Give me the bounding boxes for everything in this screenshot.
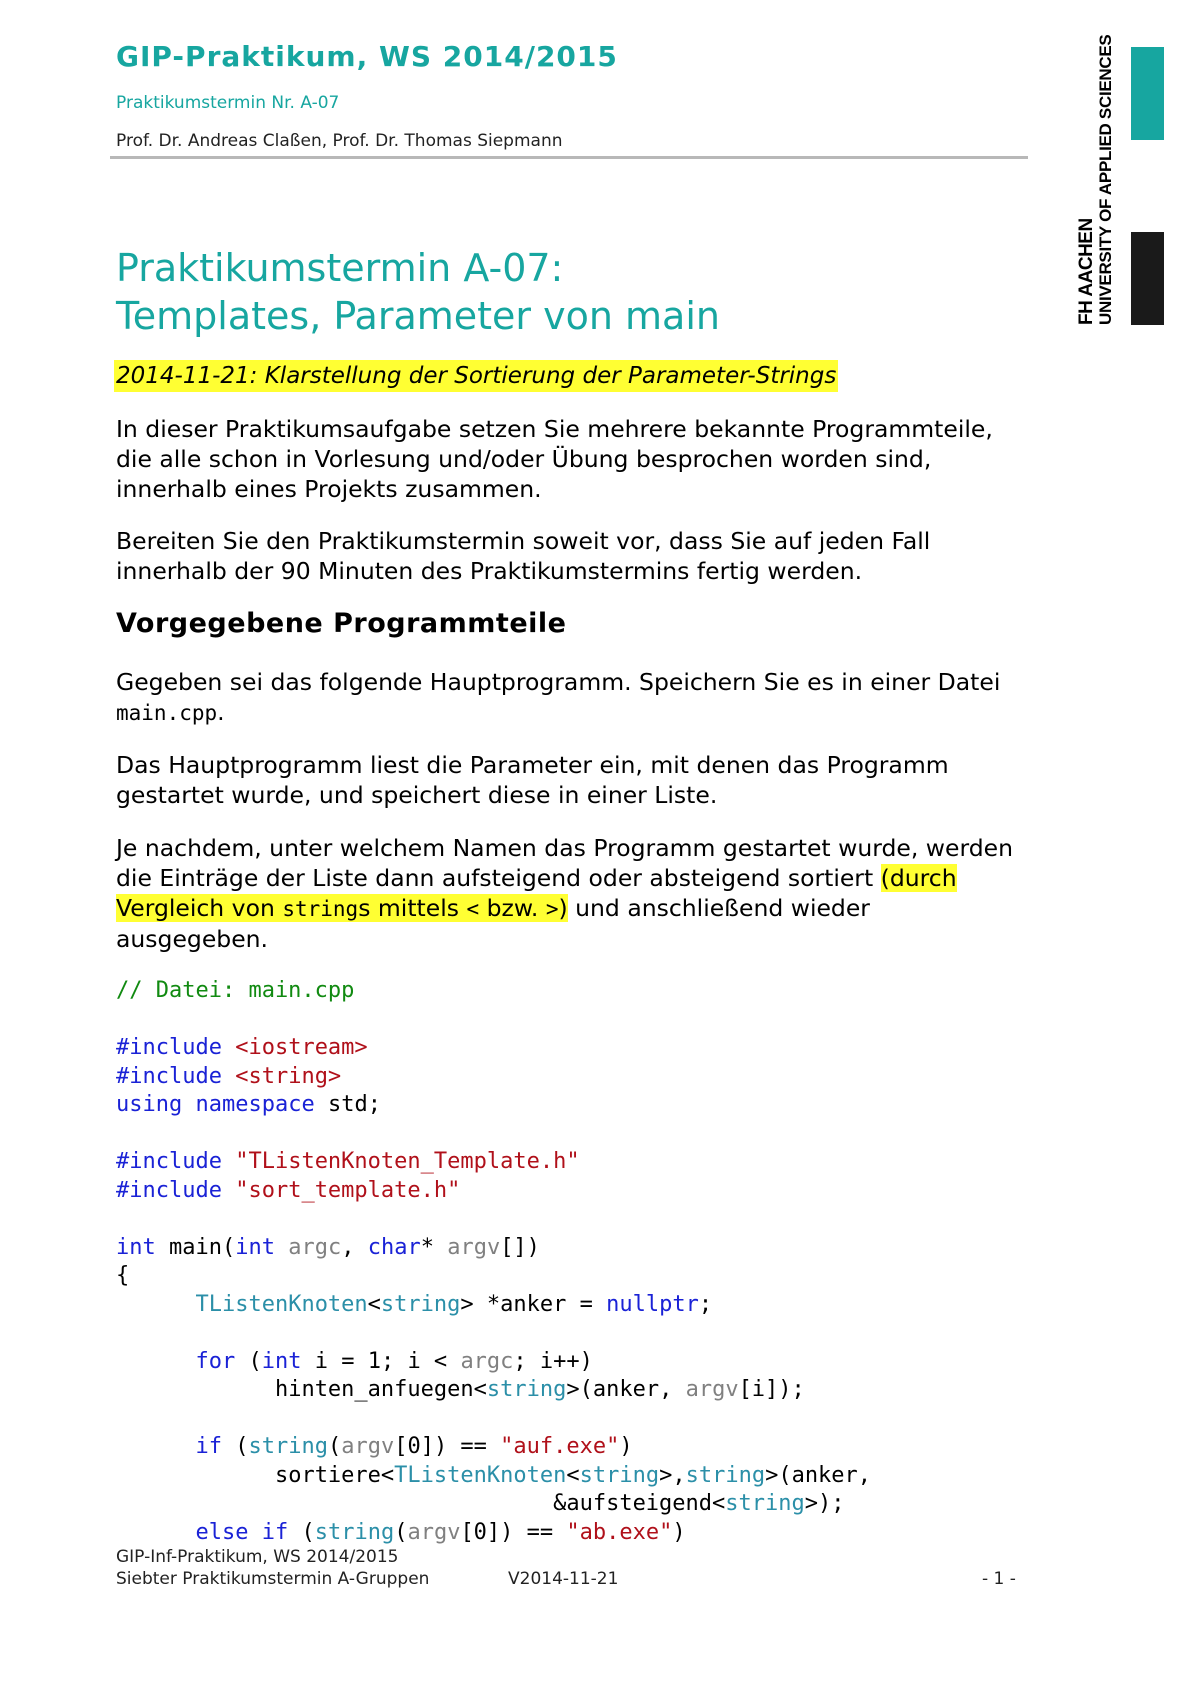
code-token: string — [314, 1519, 395, 1545]
code-token: argc — [460, 1348, 514, 1374]
p5-hl-gt: > — [545, 897, 559, 921]
code-token: nullptr — [606, 1291, 699, 1317]
code-token: string — [579, 1462, 660, 1488]
code-token: TListenKnoten — [394, 1462, 567, 1488]
code-token: &aufsteigend< — [553, 1491, 726, 1516]
code-token: [i]); — [738, 1377, 805, 1402]
code-token: > *anker = — [460, 1291, 607, 1317]
course-title: GIP-Praktikum, WS 2014/2015 — [116, 40, 618, 73]
code-token: argv — [341, 1434, 395, 1459]
session-number: Praktikumstermin Nr. A-07 — [116, 93, 340, 113]
code-token: if — [261, 1519, 289, 1545]
code-listing — [116, 977, 871, 1547]
code-token: ( — [235, 1348, 262, 1374]
code-comment: // Datei: main.cpp — [116, 978, 355, 1003]
code-token: string — [486, 1377, 567, 1402]
code-token: <iostream> — [235, 1035, 368, 1060]
code-token: int — [261, 1348, 302, 1374]
code-token: ( — [394, 1519, 408, 1545]
code-token: string — [248, 1434, 328, 1459]
code-token — [248, 1520, 261, 1545]
footer-version: V2014-11-21 — [508, 1569, 619, 1589]
code-token: ; — [698, 1291, 713, 1317]
code-token: * — [420, 1234, 448, 1260]
p5-end: und anschließend wieder ausgegeben. — [116, 894, 870, 953]
code-token: { — [116, 1263, 130, 1288]
code-token: >); — [804, 1491, 845, 1516]
code-token: else — [195, 1519, 249, 1545]
code-token: using — [116, 1092, 183, 1117]
footer-session: Siebter Praktikumstermin A-Gruppen — [116, 1569, 430, 1589]
code-token: hinten_anfuegen< — [274, 1377, 487, 1402]
p3-text: Gegeben sei das folgende Hauptprogramm. Speichern Sie es in einer Datei — [116, 668, 1001, 696]
code-token: TListenKnoten — [195, 1291, 368, 1317]
code-token: "ab.exe" — [566, 1519, 673, 1545]
p5-hl-text3: bzw. — [479, 894, 546, 922]
preparation-paragraph: Bereiten Sie den Praktikumstermin soweit vor, dass Sie auf jeden Fall innerhalb der 90 Minuten des Praktikumstermins fertig werden. — [116, 527, 931, 585]
code-token: <string> — [235, 1063, 342, 1089]
code-token: ( — [327, 1434, 342, 1459]
code-token: string — [685, 1462, 766, 1488]
code-token: namespace — [195, 1092, 315, 1117]
code-token: >, — [659, 1462, 686, 1488]
p5-hl-text2: s mittels — [358, 894, 467, 922]
authors: Prof. Dr. Andreas Claßen, Prof. Dr. Thomas Siepmann — [116, 131, 563, 151]
code-token: #include — [116, 1177, 222, 1203]
page-number: - 1 - — [982, 1569, 1016, 1589]
code-token: char — [367, 1234, 421, 1260]
logo-line2: UNIVERSITY OF APPLIED SCIENCES — [1096, 34, 1115, 325]
logo-wordmark — [1077, 35, 1115, 325]
code-token: "auf.exe" — [500, 1434, 620, 1459]
code-token: < — [367, 1291, 381, 1317]
code-token: string — [380, 1291, 461, 1317]
code-token: #include — [116, 1149, 222, 1174]
p5-hl-lt: < — [466, 897, 480, 921]
p3-filename: main.cpp — [116, 701, 218, 725]
p5-hl-text4: ) — [558, 894, 568, 922]
code-token: for — [195, 1348, 236, 1374]
code-token: sortiere< — [274, 1462, 395, 1488]
header-divider — [110, 156, 1028, 159]
code-token: < — [566, 1462, 580, 1488]
code-token: ( — [221, 1434, 249, 1459]
code-token: ) — [672, 1519, 686, 1545]
code-token: [0]) == — [394, 1434, 501, 1459]
sorting-paragraph — [116, 833, 1016, 954]
code-token: [0]) == — [460, 1519, 567, 1545]
code-token: i = 1; i < — [301, 1348, 461, 1374]
update-note: 2014-11-21: Klarstellung der Sortierung der Parameter-Strings — [114, 360, 838, 392]
page-title-line2: Templates, Parameter von main — [116, 294, 720, 338]
code-token: >(anker, — [765, 1462, 872, 1488]
code-token: argv — [685, 1377, 739, 1402]
page-title — [116, 244, 720, 340]
p5-text: Je nachdem, unter welchem Namen das Programm gestartet wurde, werden die Einträge der Liste dann aufsteigend oder absteigend sortiert — [116, 834, 1013, 892]
code-token: argv — [407, 1519, 461, 1545]
p5-hl-text1: (durch Vergleich von — [116, 864, 957, 922]
code-token: int — [116, 1234, 156, 1260]
code-token: ( — [288, 1519, 315, 1545]
logo-line1: FH AACHEN — [1076, 218, 1097, 325]
code-token: if — [195, 1434, 222, 1459]
code-token: main( — [169, 1234, 236, 1260]
logo-black-bar — [1131, 232, 1164, 325]
code-token: >(anker, — [566, 1377, 686, 1402]
code-token: , — [341, 1234, 368, 1260]
code-token: std; — [327, 1092, 381, 1117]
p5-hl-code: string — [282, 897, 359, 921]
code-token: string — [725, 1491, 805, 1516]
code-token: #include — [116, 1063, 222, 1089]
code-token: []) — [500, 1234, 540, 1260]
footer-course: GIP-Inf-Praktikum, WS 2014/2015 — [116, 1547, 399, 1567]
given-program-paragraph — [116, 667, 1016, 728]
intro-paragraph: In dieser Praktikumsaufgabe setzen Sie mehrere bekannte Programmteile, die alle schon in Vorlesung und/oder Übung besprochen worden sind, innerhalb eines Projekts zusammen. — [116, 415, 993, 503]
main-program-paragraph: Das Hauptprogramm liest die Parameter ein, mit denen das Programm gestartet wurde, und speichert diese in einer Liste. — [116, 751, 949, 809]
code-token: argv — [447, 1234, 501, 1260]
code-token: int — [235, 1234, 275, 1260]
code-token: "sort_template.h" — [235, 1177, 461, 1203]
section-heading: Vorgegebene Programmteile — [116, 608, 567, 639]
code-token: ; i++) — [513, 1348, 593, 1374]
code-token: "TListenKnoten_Template.h" — [235, 1149, 580, 1174]
code-token: argc — [288, 1234, 342, 1260]
logo-teal-bar — [1131, 47, 1164, 140]
p3-end: . — [217, 698, 225, 726]
page-title-line1: Praktikumstermin A-07: — [116, 246, 564, 290]
code-token: #include — [116, 1035, 222, 1060]
code-token: ) — [619, 1434, 633, 1459]
